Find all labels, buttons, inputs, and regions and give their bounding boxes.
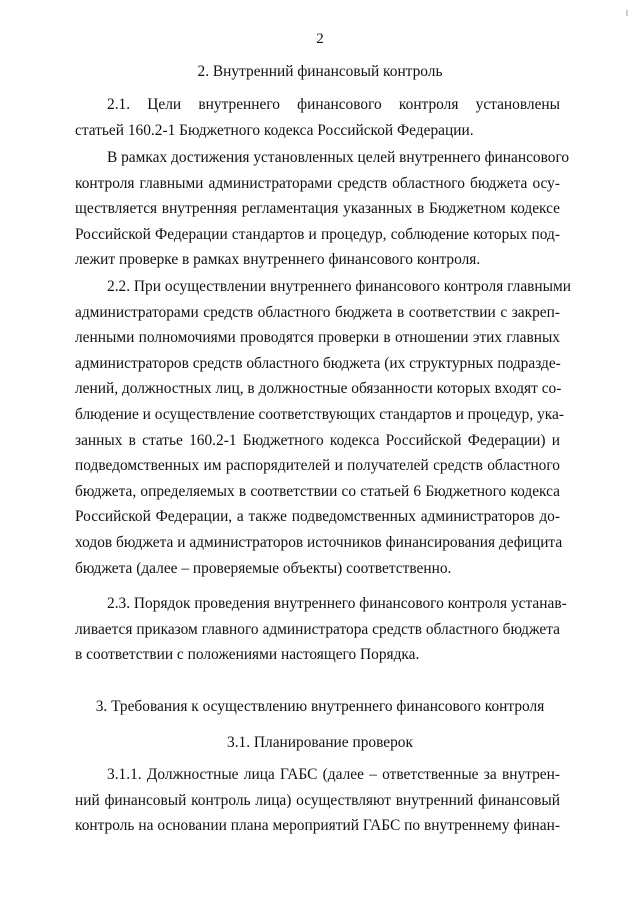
text-line: контроль на основании плана мероприятий ГАБС по внутреннему финан- [75, 817, 560, 835]
text-line: 3.1.1. Должностные лица ГАБС (далее – ответственные за внутрен- [107, 766, 560, 783]
paragraph-2-1 [75, 92, 560, 143]
text-line: в соответствии с положениями настоящего Порядка. [75, 646, 420, 664]
page-number: 2 [316, 31, 324, 47]
text-line: 2.2. При осуществлении внутреннего финансового контроля главными [107, 278, 571, 295]
text-line: администраторами средств областного бюджета в соответствии с закреп- [75, 303, 560, 321]
text-line: Российской Федерации стандартов и процедур, соблюдение которых под- [75, 225, 560, 243]
text-line: Российской Федерации, а также подведомственных администраторов до- [75, 508, 560, 526]
text-line: В рамках достижения установленных целей внутреннего финансового [107, 149, 570, 166]
text-line: лений, должностных лиц, в должностные обязанности которых входят со- [75, 380, 562, 398]
paragraph-2-1-cont [75, 145, 570, 273]
text-line: ленными полномочиями проводятся проверки в отношении этих главных [75, 329, 560, 347]
text-line: ний финансовый контроль лица) осуществляют внутренний финансовый [75, 791, 560, 809]
text-line: блюдение и осуществление соответствующих стандартов и процедур, ука- [75, 405, 564, 423]
paragraph-3-1-1 [75, 762, 560, 839]
scan-artifact [626, 10, 628, 16]
text-line: бюджета (далее – проверяемые объекты) соответственно. [75, 559, 452, 577]
paragraph-2-3 [75, 591, 567, 668]
section-3-heading: 3. Требования к осуществлению внутреннего финансового контроля [95, 698, 545, 715]
paragraph-2-2 [75, 274, 571, 581]
section-2-heading: 2. Внутренний финансовый контроль [197, 63, 443, 80]
text-line: статьей 160.2-1 Бюджетного кодекса Российской Федерации. [75, 121, 474, 139]
text-line: подведомственных им распорядителей и получателей средств областного [75, 457, 560, 475]
text-line: лежит проверке в рамках внутреннего финансового контроля. [75, 251, 481, 269]
text-line: занных в статье 160.2-1 Бюджетного кодекса Российской Федерации) и [75, 431, 560, 449]
text-line: ливается приказом главного администратора средств областного бюджета [75, 620, 560, 638]
text-line: администраторов средств областного бюджета (их структурных подразде- [75, 354, 561, 372]
text-line: ходов бюджета и администраторов источников финансирования дефицита [75, 533, 563, 551]
text-line: контроля главными администраторами средств областного бюджета осу- [75, 174, 560, 192]
section-3-1-subheading: 3.1. Планирование проверок [227, 734, 413, 751]
text-line: 2.3. Порядок проведения внутреннего финансового контроля устанав- [107, 595, 567, 612]
text-line: 2.1. Цели внутреннего финансового контроля установлены [107, 96, 560, 113]
text-line: бюджета, определяемых в соответствии со статьей 6 Бюджетного кодекса [75, 482, 560, 500]
text-line: ществляется внутренняя регламентация указанных в Бюджетном кодексе [75, 200, 560, 218]
